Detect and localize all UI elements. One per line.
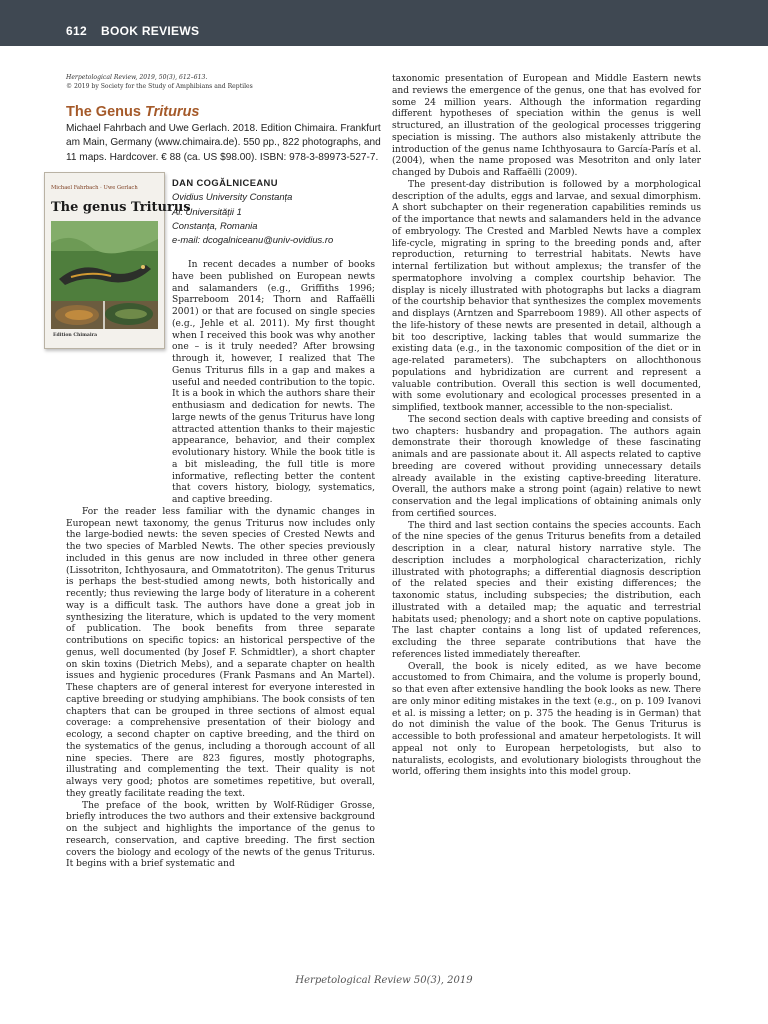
left-column (66, 260, 375, 871)
page-number: 612 (66, 24, 87, 38)
cover-title: The genus Triturus (51, 200, 191, 215)
right-column (392, 74, 701, 779)
body-paragraph: In recent decades a number of books have been published on European newts and salamanders (e.g., Griffiths 1996; Sparreboom 2014; Thorn and Raffaëlli 2001) or that are focused on single species (e.g., Jehle et al. 2011). My first thought when I received this book was why another one – is it truly needed? After browsing through it, however, I realized that The Genus Triturus fills in a gap and makes a useful and needed contribution to the topic. It is a book in which the authors share their enthusiasm and dedication for newts. The large newts of the genus Triturus have long attracted attention thanks to their majestic appearance, behavior, and their complex evolutionary history. While the book title is a bit misleading, the full title is more informative, reflecting better the content that covers history, biology, systematics, and captive breeding. (172, 260, 375, 505)
body-paragraph: The second section deals with captive breeding and consists of two chapters: husbandry and propagation. The authors again demonstrate their thorough knowledge of these fascinating animals and are passionate about it. All aspects related to captive breeding are covered without providing unnecessary details already available in the existing captive-breeding literature. Overall, the authors make a strong point (again) relative to newt conservation and the legal implications of obtaining animals only from certified sources. (392, 414, 701, 519)
book-title-italic: Triturus (144, 104, 200, 120)
section-title: BOOK REVIEWS (101, 24, 200, 38)
cover-publisher: Edition Chimaira (53, 333, 98, 338)
book-title (66, 104, 200, 120)
book-metadata: Michael Fahrbach and Uwe Gerlach. 2018. Edition Chimaira. Frankfurt am Main, Germany (www.chimaira.de). 550 pp., 822 photographs, and 11 maps. Hardcover. € 88 (ca. US $98.00). ISBN: 978-3-89973-527-7. (66, 123, 381, 163)
citation-line: Herpetological Review, 2019, 50(3), 612–613. (66, 74, 208, 81)
reviewer-affiliation: Ovidius University Constanța (172, 191, 293, 203)
journal-citation (66, 73, 386, 91)
reviewer-email: e-mail: dcogalniceanu@univ-ovidius.ro (172, 234, 334, 246)
body-paragraph: taxonomic presentation of European and Middle Eastern newts and reviews the emergence of the genus, one that has evolved for some 24 million years. Although the information regarding different hypotheses of speciation within the genus is well structured, an illustration of the geological processes triggering speciation is missing. The authors also mistakenly attribute the introduction of the genus name Ichthyosaura to García-París et al. (2004), when the name proposed was Mesotriton and only later changed by Dubois and Raffaëlli (2009). (392, 74, 701, 178)
copyright-line: © 2019 by Society for the Study of Amphibians and Reptiles (66, 83, 253, 90)
reviewer-street: Al. Universității 1 (172, 205, 242, 217)
body-paragraph: For the reader less familiar with the dynamic changes in European newt taxonomy, the genus Triturus now includes only the large-bodied newts: the seven species of Crested Newts and the two species of Marbled Newts. The other species previously included in this genus are now included in three other genera (Lissotriton, Ichthyosaura, and Ommatotriton). The genus Triturus is perhaps the best-studied among newts, both historically and recently; thus reviewing the large body of literature in a coherent way is a difficult task. The authors have done a great job in synthesizing the literature, which is updated to the very moment of publication. The book benefits from three separate contributions on specific topics: an historical perspective of the genus, well documented (by Josef F. Schmidtler), a short chapter on skin toxins (Dietrich Mebs), and a separate chapter on health issues and hygienic procedures (Frank Pasmans and An Martel). These chapters are of general interest for everyone interested in captive breeding or studying amphibians. The book consists of ten chapters that can be grouped in three sections of almost equal coverage: a comprehensive presentation of their biology and ecology, a second chapter on captive breeding, and the third on the systematics of the genus, including a thorough account of all nine species. There are 823 figures, mostly photographs, illustrating and complementing the text. Their quality is not always very good; photos are sometimes repetitive, but overall, they greatly facilitate reading the text. (66, 506, 375, 799)
body-paragraph: The preface of the book, written by Wolf-Rüdiger Grosse, briefly introduces the two authors and their extensive background on the subject and highlights the importance of the genus to research, conservation, and captive breeding. The first section covers the biology and ecology of the newts of the genus Triturus. It begins with a brief systematic and (66, 800, 375, 870)
body-paragraph: The third and last section contains the species accounts. Each of the nine species of the genus Triturus benefits from a detailed description in a clear, natural history narrative style. The description includes a morphological characterization, richly illustrated with photographs; a differential diagnosis description of the related species and their existing differences; the taxonomic status, including subspecies; the distribution, each illustrated with a detailed map; the aquatic and terrestrial habitats used; phenology; and a short note on captive populations. The last chapter contains a long list of updated references, excluding the three separate contributions that have the references listed immediately thereafter. (392, 520, 701, 660)
reviewer-block (172, 176, 392, 247)
page-footer: Herpetological Review 50(3), 2019 (295, 975, 473, 986)
header-bar (0, 0, 768, 46)
body-paragraph: The present-day distribution is followed by a morphological description of the adults, eggs and larvae, and sexual dimorphism. A short subchapter on their regeneration capabilities reminds us of the importance that newts and salamanders held in the advance of embryology. The Crested and Marbled Newts have a complex life-cycle, migrating in spring to the breeding ponds and, after reproduction, returning to terrestrial habitats. Newts have internal fertilization but without amplexus; the transfer of the spermatophore involving a complex courtship behavior. The display is nicely illustrated with photographs but lacks a diagram of the courtship behavior that synthesizes the complex movements and displays (Arntzen and Sparreboom 1989). All other aspects of the life-history of these newts are presented in detail, although a bit too descriptive, lacking tables that would summarize the existing data (e.g., in the taxonomic composition of the diet or in age-related parameters). The subchapters on allochthonous populations and hybridization are current and represent a valuable contribution. Overall this section is well documented, with some evolutionary and ecological processes presented in a simplified, textbook manner, accessible to the non-specialist. (392, 179, 701, 413)
reviewer-city: Constanța, Romania (172, 219, 258, 231)
body-paragraph: Overall, the book is nicely edited, as we have become accustomed to from Chimaira, and the volume is properly bound, so that even after extensive handling the book looks as new. There are only minor editing mistakes in the text (e.g., on p. 109 Ivanovi et al. is missing a letter; on p. 375 the heading is in German) that do not diminish the value of the book. The Genus Triturus is accessible to both professional and amateur herpetologists. It will appeal not only to European herpetologists, but also to naturalists, ecologists, and evolutionary biologists throughout the world, offering them insights into this model group. (392, 661, 701, 778)
cover-authors: Michael Fahrbach · Uwe Gerlach (51, 185, 138, 191)
book-title-plain: The Genus (66, 104, 145, 120)
reviewer-name: DAN COGĂLNICEANU (172, 177, 278, 188)
